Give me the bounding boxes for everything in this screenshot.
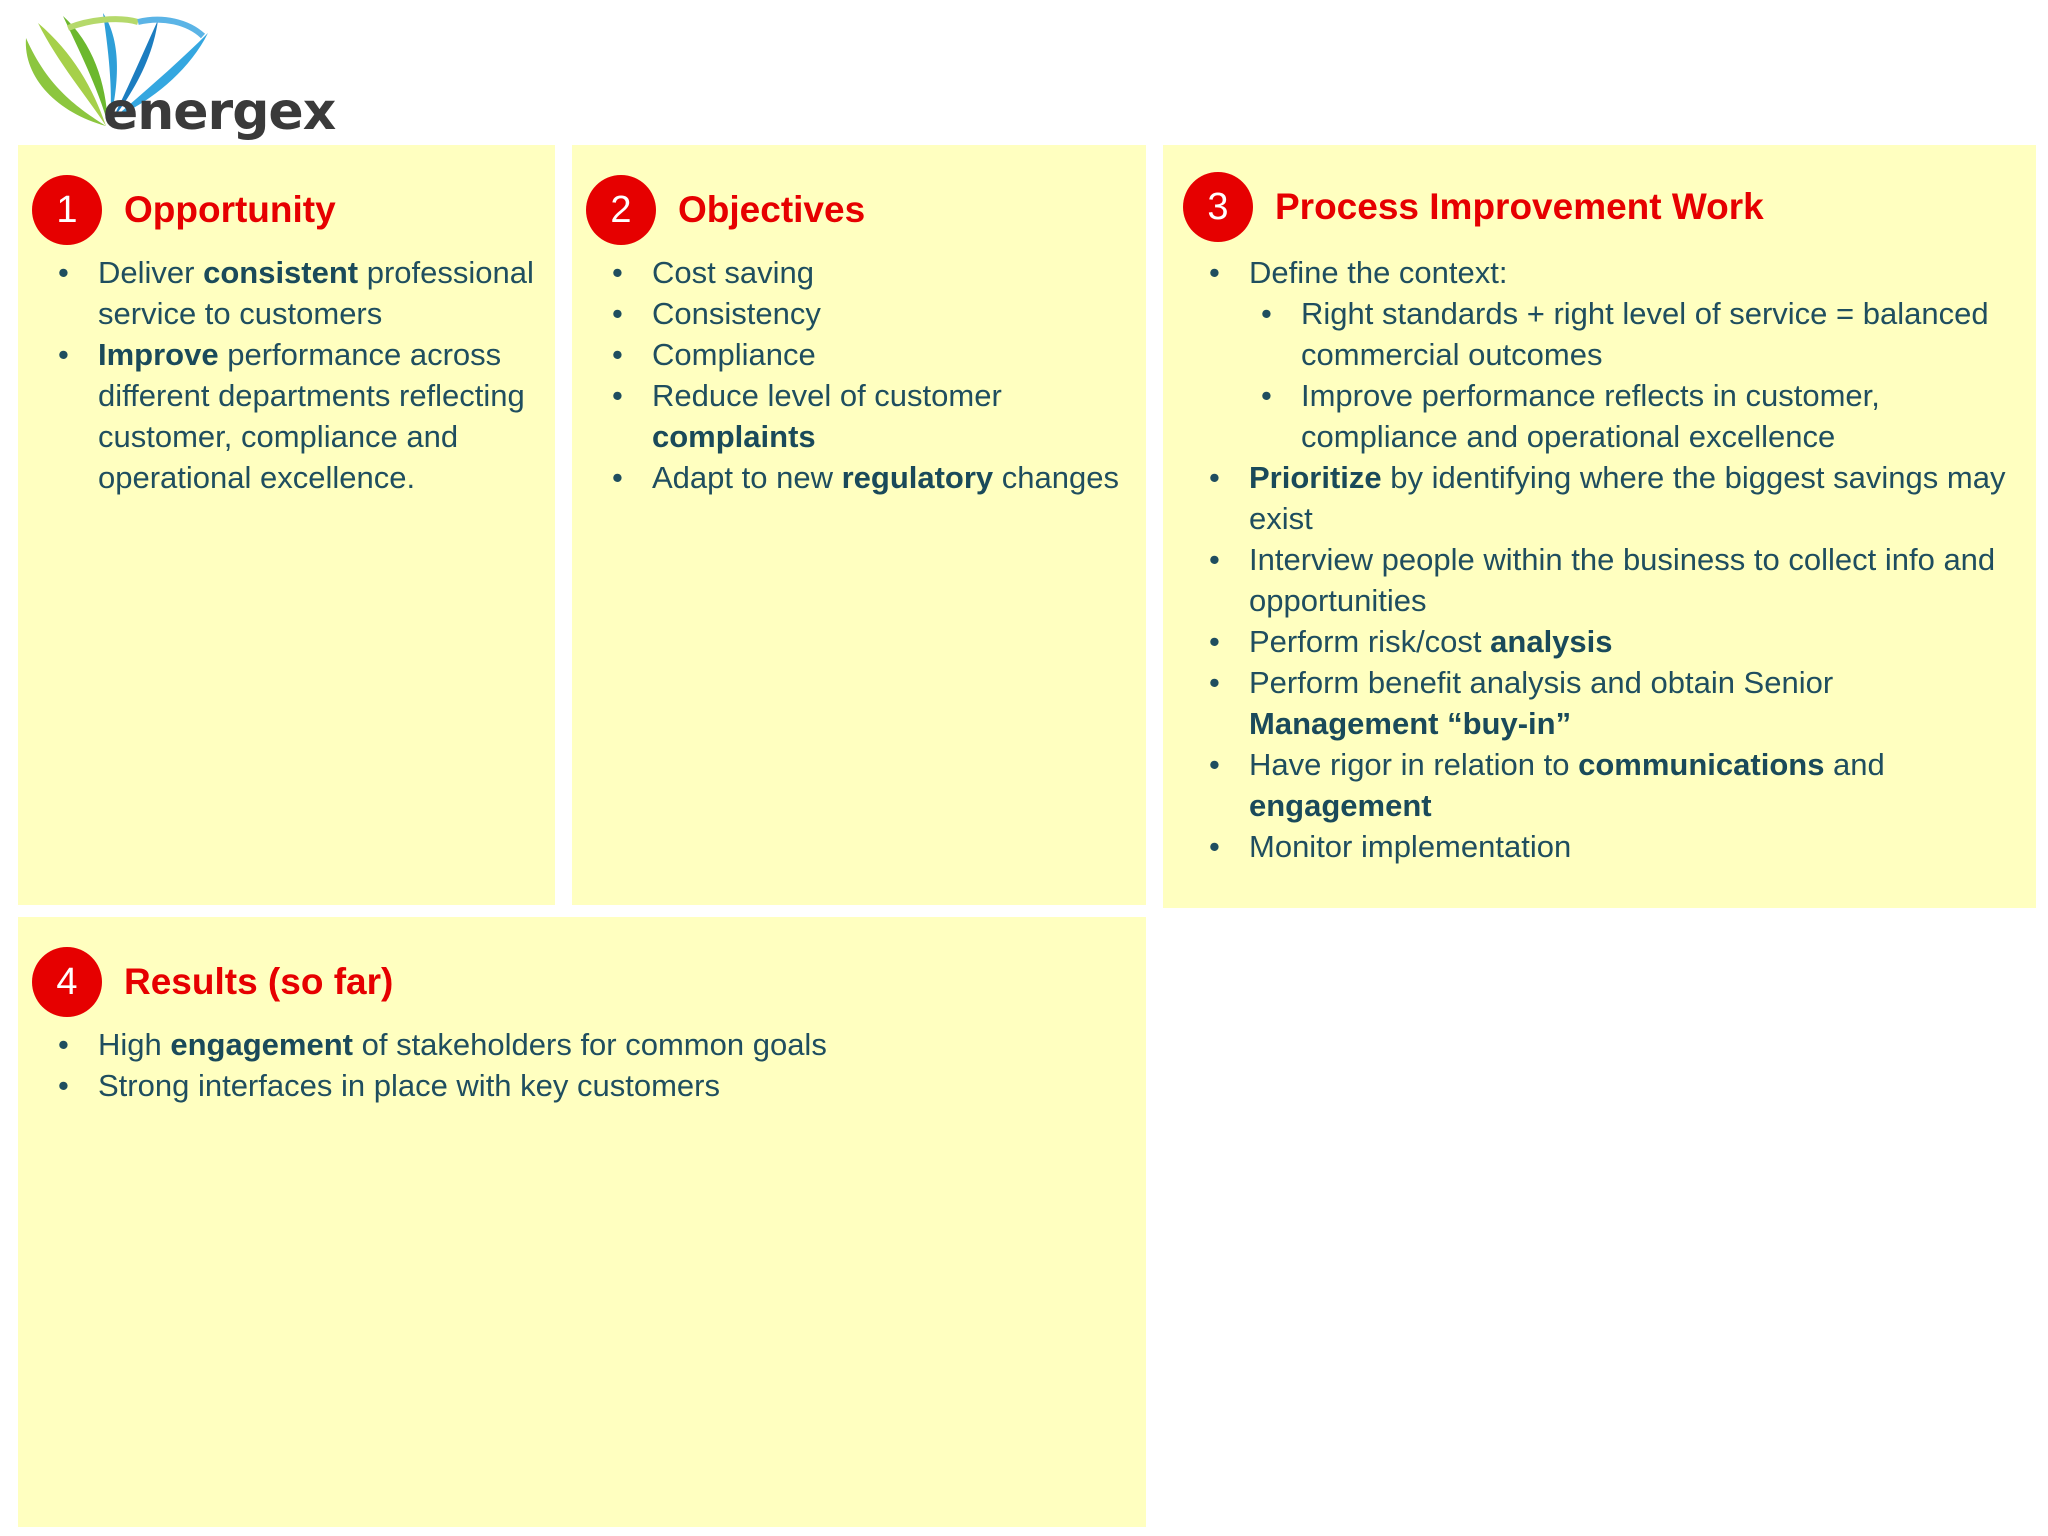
- bullet-icon: •: [58, 255, 69, 290]
- bullet-icon: •: [612, 378, 623, 413]
- emphasis-text: complaints: [652, 419, 816, 454]
- item-text: Perform benefit analysis and obtain Senior: [1249, 665, 1834, 700]
- item-text: changes: [993, 460, 1120, 495]
- emphasis-text: Prioritize: [1249, 460, 1382, 495]
- item-text: Interview people within the business to collect info and opportunities: [1249, 542, 1996, 618]
- bullet-icon: •: [1209, 665, 1220, 700]
- emphasis-text: Improve: [98, 337, 219, 372]
- list-item: [612, 334, 1136, 375]
- item-text: Monitor implementation: [1249, 829, 1572, 864]
- panel-title: Results (so far): [124, 961, 394, 1002]
- list-item: [1209, 744, 2026, 826]
- emphasis-text: Management “buy-in”: [1249, 706, 1572, 741]
- panel-title: Objectives: [678, 189, 866, 230]
- bullet-icon: •: [58, 337, 69, 372]
- emphasis-text: communications: [1578, 747, 1825, 782]
- item-text: Deliver: [98, 255, 204, 290]
- emphasis-text: consistent: [203, 255, 359, 290]
- objectives-panel: [572, 145, 1146, 905]
- list-item: [1209, 826, 2026, 867]
- list-item: [612, 293, 1136, 334]
- emphasis-text: engagement: [1249, 788, 1432, 823]
- bullet-icon: •: [612, 255, 623, 290]
- item-text: by identifying where the biggest savings may exist: [1249, 460, 2006, 536]
- bullet-icon: •: [1209, 624, 1220, 659]
- bullet-icon: •: [612, 296, 623, 331]
- bullet-icon: •: [58, 1027, 69, 1062]
- item-text: Improve performance reflects in customer, compliance and operational excellence: [1301, 378, 1880, 454]
- results-panel: [18, 917, 1146, 1527]
- item-text: Reduce level of customer: [652, 378, 1002, 413]
- list-item: [612, 457, 1136, 498]
- step-number-badge: 3: [1183, 172, 1253, 242]
- list-item: [1261, 293, 2026, 375]
- list-item: [1209, 662, 2026, 744]
- list-item: [58, 1024, 1136, 1065]
- panel-header: [586, 175, 865, 245]
- bullet-icon: •: [1209, 255, 1220, 290]
- item-text: performance across different departments reflecting customer, compliance and operational excellence.: [98, 337, 525, 495]
- bullet-icon: •: [58, 1068, 69, 1103]
- list-item: [1209, 252, 2026, 293]
- bullet-icon: •: [1261, 296, 1272, 331]
- list-item: [58, 334, 545, 498]
- item-text: Compliance: [652, 337, 816, 372]
- list-item: [58, 1065, 1136, 1106]
- item-text: of stakeholders for common goals: [352, 1027, 827, 1062]
- panel-title: Process Improvement Work: [1275, 186, 1764, 227]
- panel-title: Opportunity: [124, 189, 336, 230]
- item-text: Right standards + right level of service = balanced commercial outcomes: [1301, 296, 1989, 372]
- list-item: [612, 252, 1136, 293]
- bullet-list: [58, 252, 545, 498]
- opportunity-panel: [18, 145, 555, 905]
- bullet-icon: •: [1261, 378, 1272, 413]
- item-text: Perform risk/cost: [1249, 624, 1491, 659]
- list-item: [1209, 539, 2026, 621]
- item-text: Consistency: [652, 296, 821, 331]
- emphasis-text: engagement: [170, 1027, 353, 1062]
- item-text: and: [1824, 747, 1885, 782]
- panel-header: [1183, 172, 1764, 242]
- item-text: Have rigor in relation to: [1249, 747, 1579, 782]
- step-number-badge: 1: [32, 175, 102, 245]
- step-number-badge: 4: [32, 947, 102, 1017]
- list-item: [1209, 621, 2026, 662]
- panel-header: [32, 175, 336, 245]
- bullet-list: [1209, 252, 2026, 867]
- item-text: Define the context:: [1249, 255, 1508, 290]
- bullet-icon: •: [1209, 747, 1220, 782]
- logo-wordmark: energex: [103, 82, 336, 142]
- step-number-badge: 2: [586, 175, 656, 245]
- item-text: High: [98, 1027, 171, 1062]
- emphasis-text: analysis: [1490, 624, 1613, 659]
- item-text: Adapt to new: [652, 460, 842, 495]
- energex-logo: [18, 8, 336, 142]
- bullet-icon: •: [1209, 829, 1220, 864]
- bullet-list: [612, 252, 1136, 498]
- bullet-icon: •: [612, 337, 623, 372]
- bullet-list: [58, 1024, 1136, 1106]
- emphasis-text: regulatory: [841, 460, 994, 495]
- bullet-icon: •: [1209, 542, 1220, 577]
- bullet-icon: •: [612, 460, 623, 495]
- list-item: [58, 252, 545, 334]
- item-text: Cost saving: [652, 255, 814, 290]
- list-item: [1209, 457, 2026, 539]
- bullet-icon: •: [1209, 460, 1220, 495]
- process-improvement-panel: [1163, 145, 2036, 908]
- panel-header: [32, 947, 393, 1017]
- item-text: professional service to customers: [98, 255, 534, 331]
- item-text: Strong interfaces in place with key customers: [98, 1068, 720, 1103]
- list-item: [1261, 375, 2026, 457]
- list-item: [612, 375, 1136, 457]
